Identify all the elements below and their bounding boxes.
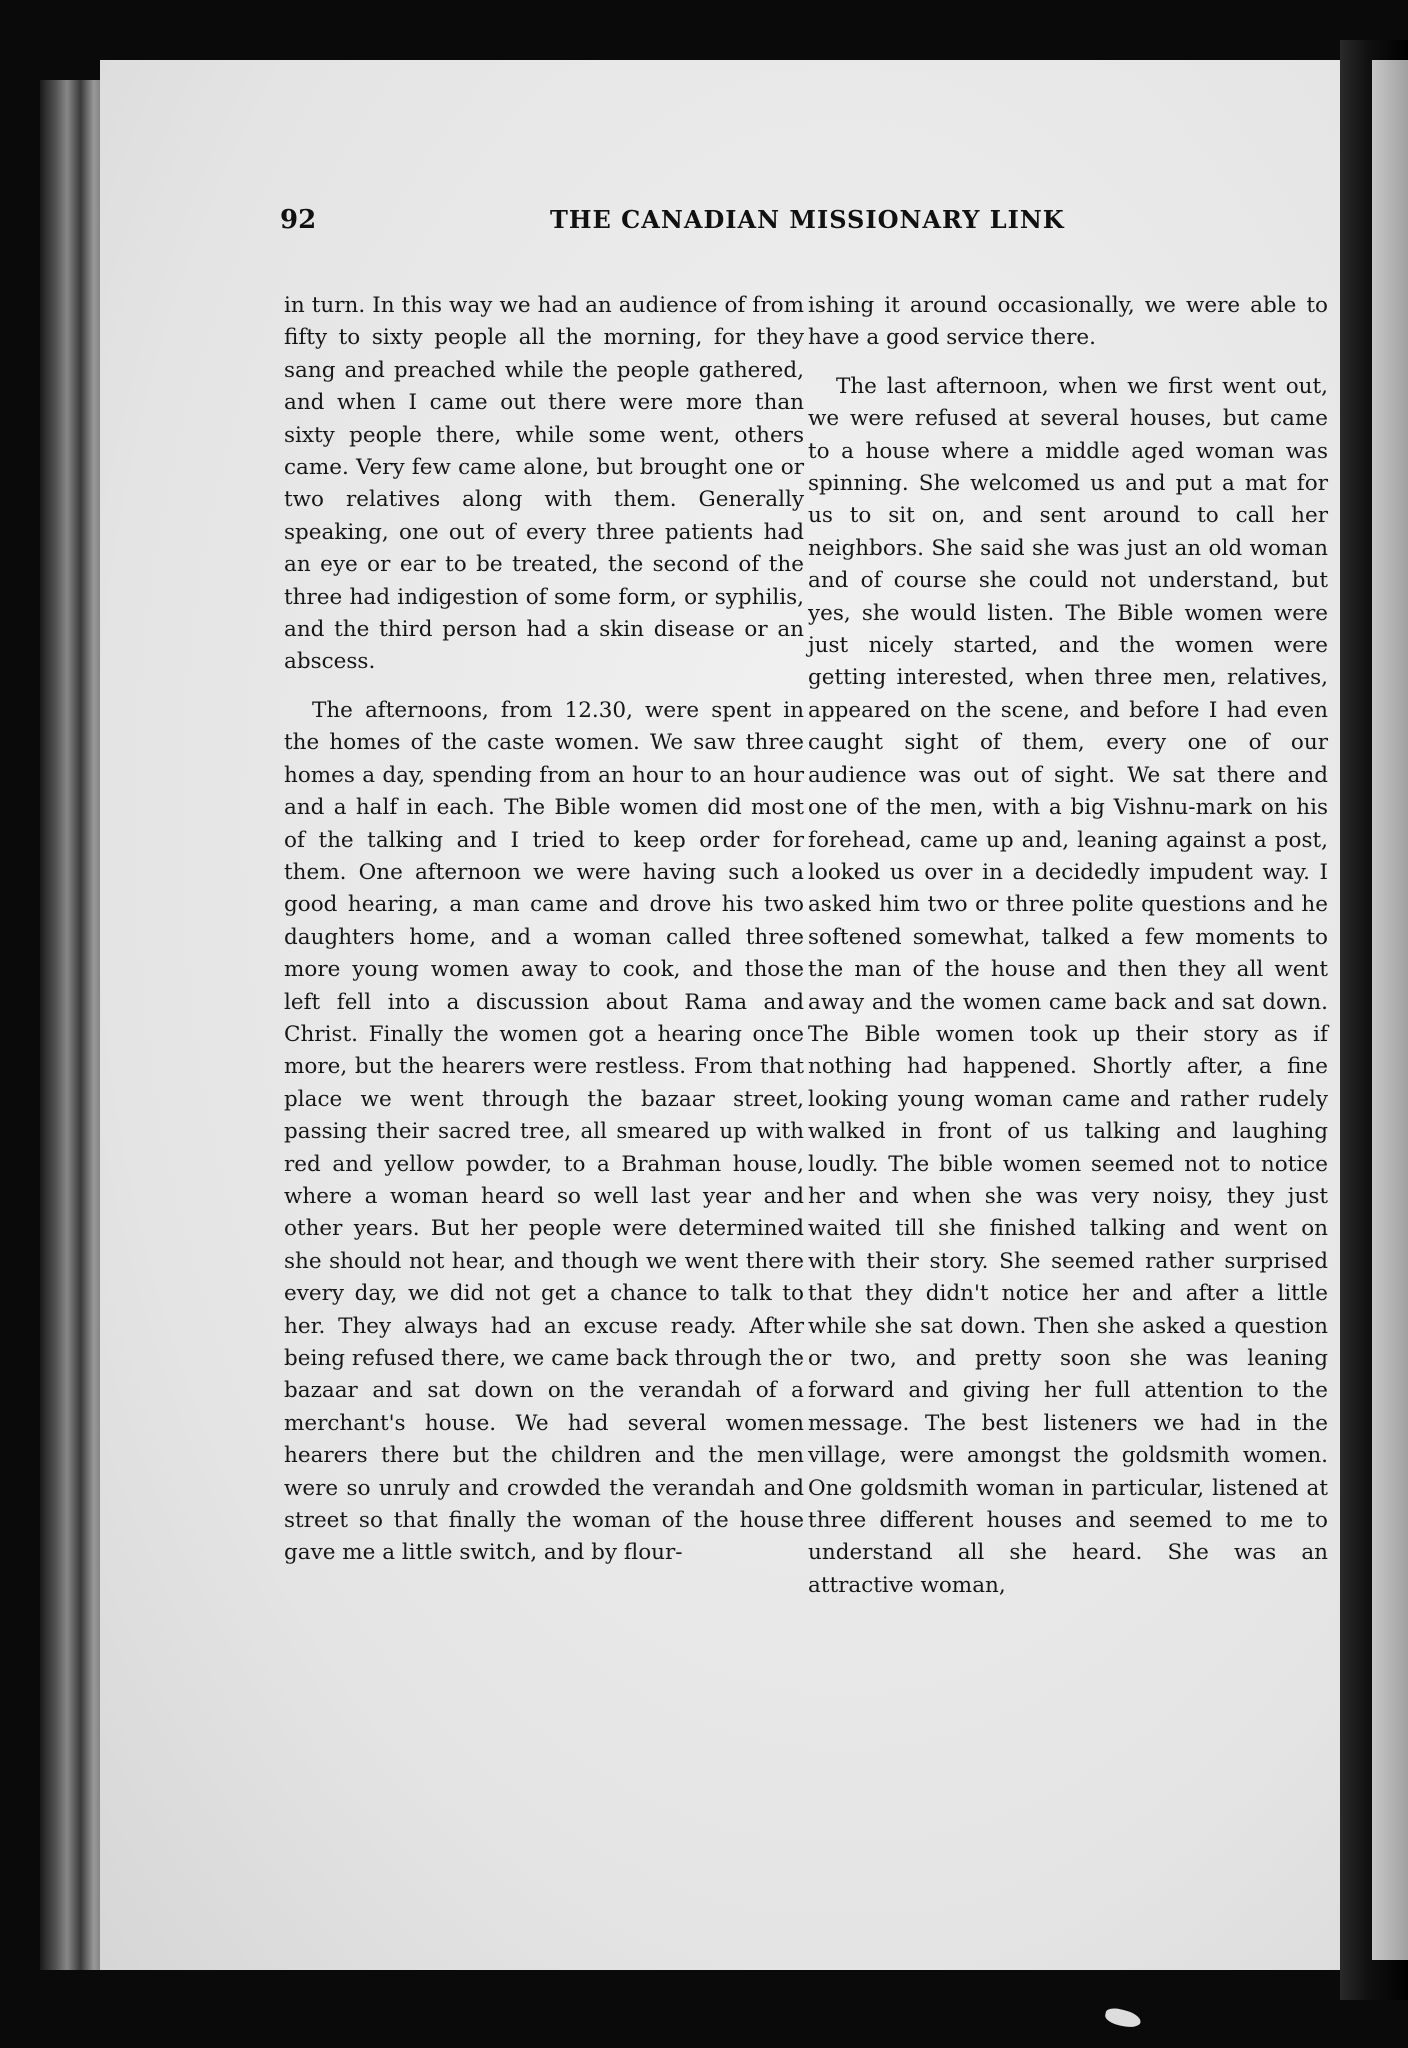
left-column: [284, 290, 804, 1570]
page-header: [280, 205, 1320, 255]
page-number: 92: [280, 205, 317, 235]
running-title: THE CANADIAN MISSIONARY LINK: [550, 205, 1065, 234]
paragraph: The afternoons, from 12.30, were spent in the homes of the caste women. We saw three homes a day, spending from an hour to an hour and a half in each. The Bible women did most of the talking and I tried to keep order for them. One afternoon we were having such a good hearing, a man came and drove his two daughters home, and a woman called three more young women away to cook, and those left fell into a discussion about Rama and Christ. Finally the women got a hearing once more, but the hearers were restless. From that place we went through the bazaar street, passing their sacred tree, all smeared up with red and yellow powder, to a Brahman house, where a woman heard so well last year and other years. But her people were determined she should not hear, and though we went there every day, we did not get a chance to talk to her. They always had an excuse ready. After being refused there, we came back through the bazaar and sat down on the verandah of a merchant's house. We had several women hearers there but the children and the men were so unruly and crowded the verandah and street so that finally the woman of the house gave me a little switch, and by flour-: [284, 697, 804, 1566]
scan-dust-fleck: [1104, 2006, 1143, 2029]
adjacent-page-sliver: [1372, 60, 1408, 1960]
paragraph: in turn. In this way we had an audience of from fifty to sixty people all the morning, for they sang and preached while the people gathered, and when I came out there were more than sixty people there, while some went, others came. Very few came alone, but brought one or two relatives along with them. Generally speaking, one out of every three patients had an eye or ear to be treated, the second of the three had indigestion of some form, or syphilis, and the third person had a skin disease or an abscess.: [284, 293, 804, 675]
right-column: [808, 290, 1328, 1602]
paragraph: ishing it around occasionally, we were able to have a good service there.: [808, 293, 1328, 351]
paragraph: The last afternoon, when we first went out, we were refused at several houses, but came to a house where a middle aged woman was spinning. She welcomed us and put a mat for us to sit on, and sent around to call her neighbors. She said she was just an old woman and of course she could not understand, but yes, she would listen. The Bible women were just nicely started, and the women were getting interested, when three men, relatives, appeared on the scene, and before I had even caught sight of them, every one of our audience was out of sight. We sat there and one of the men, with a big Vishnu-mark on his forehead, came up and, leaning against a post, looked us over in a decidedly impudent way. I asked him two or three polite questions and he softened somewhat, talked a few moments to the man of the house and then they all went away and the women came back and sat down. The Bible women took up their story as if nothing had happened. Shortly after, a fine looking young woman came and rather rudely walked in front of us talking and laughing loudly. The bible women seemed not to notice her and when she was very noisy, they just waited till she finished talking and went on with their story. She seemed rather surprised that they didn't notice her and after a little while she sat down. Then she asked a question or two, and pretty soon she was leaning forward and giving her full attention to the message. The best listeners we had in the village, were amongst the goldsmith women. One goldsmith woman in particular, listened at three different houses and seemed to me to understand all she heard. She was an attractive woman,: [808, 373, 1328, 1598]
